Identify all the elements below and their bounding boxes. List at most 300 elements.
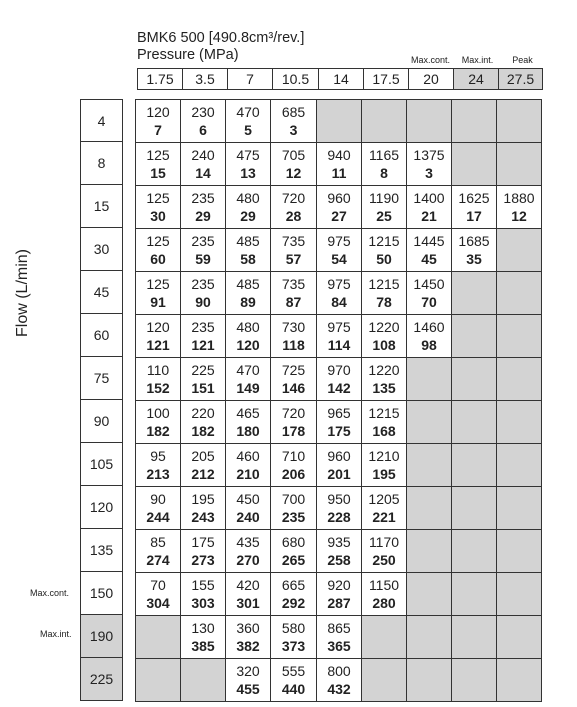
torque-value: 125: [146, 233, 170, 249]
speed-value: 7: [154, 122, 162, 138]
table-cell: [226, 186, 271, 229]
torque-value: 1445: [413, 233, 445, 249]
flow-cell: 190: [80, 615, 123, 658]
table-cell: [271, 444, 317, 487]
torque-value: 680: [281, 534, 306, 550]
torque-value: 235: [191, 319, 215, 335]
table-cell: [136, 315, 181, 358]
speed-value: 50: [376, 251, 392, 267]
speed-value: 212: [191, 466, 215, 482]
speed-value: 108: [372, 337, 396, 353]
speed-value: 59: [195, 251, 211, 267]
torque-value: 225: [191, 362, 215, 378]
table-cell: [407, 530, 452, 573]
table-cell: [452, 487, 497, 530]
speed-value: 201: [327, 466, 351, 482]
speed-value: 213: [146, 466, 170, 482]
table-cell: [362, 444, 407, 487]
table-cell: [407, 616, 452, 659]
table-cell: [181, 272, 226, 315]
table-cell: [226, 444, 271, 487]
torque-value: 960: [327, 448, 351, 464]
table-cell: [362, 186, 407, 229]
table-cell: [317, 272, 362, 315]
table-cell: [317, 100, 362, 143]
table-cell: [226, 315, 271, 358]
torque-value: 465: [236, 405, 260, 421]
table-cell: [271, 143, 317, 186]
table-cell: [226, 100, 271, 143]
torque-value: 1215: [368, 405, 400, 421]
table-cell: [271, 272, 317, 315]
torque-value: 460: [236, 448, 260, 464]
torque-value: 1685: [458, 233, 490, 249]
table-cell: [136, 358, 181, 401]
table-cell: [497, 143, 542, 186]
speed-value: 6: [199, 122, 207, 138]
table-cell: [181, 444, 226, 487]
torque-value: 100: [146, 405, 170, 421]
table-cell: [362, 659, 407, 702]
table-cell: [362, 487, 407, 530]
torque-value: 480: [236, 190, 260, 206]
table-cell: [407, 573, 452, 616]
table-cell: [317, 143, 362, 186]
max-cont-flow-tag: Max.cont.: [30, 588, 70, 598]
table-row: [136, 358, 542, 401]
speed-value: 5: [244, 122, 252, 138]
torque-value: 735: [281, 276, 306, 292]
table-cell: [317, 444, 362, 487]
torque-value: 470: [236, 362, 260, 378]
speed-value: 440: [281, 681, 306, 697]
torque-value: 1165: [368, 147, 400, 163]
torque-value: 1375: [413, 147, 445, 163]
torque-value: 865: [327, 620, 351, 636]
table-cell: [497, 229, 542, 272]
torque-value: 1400: [413, 190, 445, 206]
speed-value: 382: [236, 638, 260, 654]
speed-value: 3: [425, 165, 433, 181]
torque-value: 720: [281, 405, 306, 421]
speed-value: 221: [372, 509, 396, 525]
speed-value: 385: [191, 638, 215, 654]
table-cell: [317, 487, 362, 530]
torque-value: 120: [146, 104, 170, 120]
speed-value: 175: [327, 423, 351, 439]
torque-value: 1460: [413, 319, 445, 335]
torque-value: 125: [146, 147, 170, 163]
torque-value: 230: [191, 104, 215, 120]
speed-value: 58: [240, 251, 256, 267]
table-cell: [452, 401, 497, 444]
table-cell: [452, 530, 497, 573]
table-cell: [407, 186, 452, 229]
torque-value: 360: [236, 620, 260, 636]
speed-value: 87: [285, 294, 302, 310]
table-cell: [362, 573, 407, 616]
table-cell: [181, 358, 226, 401]
table-cell: [497, 616, 542, 659]
speed-value: 3: [289, 122, 298, 138]
torque-value: 970: [327, 362, 351, 378]
pressure-header-cell: 20: [408, 69, 453, 89]
table-cell: [362, 616, 407, 659]
torque-value: 1220: [368, 319, 400, 335]
table-cell: [497, 573, 542, 616]
speed-value: 301: [236, 595, 260, 611]
table-cell: [226, 487, 271, 530]
table-cell: [362, 143, 407, 186]
table-cell: [271, 573, 317, 616]
table-cell: [452, 659, 497, 702]
speed-value: 152: [146, 380, 170, 396]
flow-cell: 15: [80, 185, 123, 228]
table-row: [136, 272, 542, 315]
torque-value: 155: [191, 577, 215, 593]
table-cell: [407, 229, 452, 272]
speed-value: 78: [376, 294, 392, 310]
speed-value: 29: [195, 208, 211, 224]
flow-cell: 150: [80, 572, 123, 615]
table-cell: [181, 100, 226, 143]
table-cell: [452, 444, 497, 487]
table-cell: [181, 186, 226, 229]
torque-value: 960: [327, 190, 351, 206]
speed-value: 12: [511, 208, 527, 224]
table-cell: [452, 186, 497, 229]
torque-value: 70: [150, 577, 166, 593]
table-row: [136, 444, 542, 487]
table-cell: [271, 358, 317, 401]
table-cell: [226, 530, 271, 573]
speed-value: 70: [421, 294, 437, 310]
speed-value: 21: [421, 208, 437, 224]
speed-value: 182: [146, 423, 170, 439]
peak-pressure-tag: Peak: [512, 55, 533, 65]
table-row: [136, 487, 542, 530]
speed-value: 121: [191, 337, 215, 353]
table-cell: [317, 401, 362, 444]
table-cell: [271, 100, 317, 143]
table-cell: [452, 358, 497, 401]
speed-value: 182: [191, 423, 215, 439]
speed-value: 292: [281, 595, 306, 611]
flow-cell: 30: [80, 228, 123, 271]
table-cell: [407, 487, 452, 530]
torque-value: 175: [191, 534, 215, 550]
torque-value: 720: [281, 190, 306, 206]
flow-cell: 105: [80, 443, 123, 486]
speed-value: 84: [331, 294, 347, 310]
table-cell: [226, 272, 271, 315]
table-cell: [407, 358, 452, 401]
speed-value: 244: [146, 509, 170, 525]
torque-value: 555: [281, 663, 306, 679]
torque-value: 420: [236, 577, 260, 593]
speed-value: 28: [285, 208, 302, 224]
table-cell: [271, 616, 317, 659]
speed-value: 178: [281, 423, 306, 439]
table-cell: [362, 530, 407, 573]
table-cell: [317, 186, 362, 229]
flow-cell: 90: [80, 400, 123, 443]
table-cell: [317, 659, 362, 702]
torque-value: 205: [191, 448, 215, 464]
flow-cell: 75: [80, 357, 123, 400]
torque-value: 1150: [368, 577, 400, 593]
torque-value: 130: [191, 620, 215, 636]
speed-value: 265: [281, 552, 306, 568]
speed-value: 455: [236, 681, 260, 697]
torque-value: 1190: [368, 190, 400, 206]
flow-cell: 120: [80, 486, 123, 529]
table-cell: [271, 659, 317, 702]
torque-value: 800: [327, 663, 351, 679]
torque-value: 940: [327, 147, 351, 163]
pressure-header-cell: 24: [453, 69, 498, 89]
speed-value: 15: [150, 165, 166, 181]
table-row: [136, 186, 542, 229]
table-cell: [407, 659, 452, 702]
speed-value: 240: [236, 509, 260, 525]
speed-value: 250: [372, 552, 396, 568]
table-cell: [452, 573, 497, 616]
speed-value: 149: [236, 380, 260, 396]
torque-value: 950: [327, 491, 351, 507]
table-cell: [181, 143, 226, 186]
table-cell: [452, 272, 497, 315]
table-cell: [136, 272, 181, 315]
speed-value: 29: [240, 208, 256, 224]
table-cell: [497, 659, 542, 702]
table-cell: [497, 444, 542, 487]
pressure-header-cell: 3.5: [182, 69, 227, 89]
table-cell: [226, 143, 271, 186]
torque-value: 735: [281, 233, 306, 249]
table-row: [136, 315, 542, 358]
torque-value: 235: [191, 233, 215, 249]
pressure-header-cell: 27.5: [498, 69, 543, 89]
table-cell: [452, 143, 497, 186]
table-cell: [136, 616, 181, 659]
speed-value: 287: [327, 595, 351, 611]
table-cell: [226, 358, 271, 401]
table-cell: [181, 573, 226, 616]
torque-value: 1880: [503, 190, 535, 206]
table-cell: [317, 573, 362, 616]
torque-value: 110: [146, 362, 170, 378]
speed-value: 25: [376, 208, 392, 224]
torque-value: 95: [150, 448, 166, 464]
table-cell: [362, 401, 407, 444]
table-cell: [362, 272, 407, 315]
torque-value: 435: [236, 534, 260, 550]
performance-grid: [135, 99, 542, 702]
torque-value: 485: [236, 276, 260, 292]
table-cell: [497, 272, 542, 315]
table-cell: [136, 143, 181, 186]
flow-cell: 45: [80, 271, 123, 314]
speed-value: 45: [421, 251, 437, 267]
table-cell: [181, 229, 226, 272]
torque-value: 470: [236, 104, 260, 120]
flow-cell: 60: [80, 314, 123, 357]
table-cell: [271, 315, 317, 358]
speed-value: 258: [327, 552, 351, 568]
torque-value: 730: [281, 319, 306, 335]
speed-value: 142: [327, 380, 351, 396]
table-cell: [226, 401, 271, 444]
table-cell: [136, 573, 181, 616]
flow-cell: 8: [80, 142, 123, 185]
torque-value: 725: [281, 362, 306, 378]
table-cell: [181, 487, 226, 530]
table-cell: [362, 229, 407, 272]
pressure-header-cell: 14: [318, 69, 363, 89]
speed-value: 168: [372, 423, 396, 439]
pressure-header-cell: 17.5: [363, 69, 408, 89]
torque-value: 220: [191, 405, 215, 421]
table-cell: [136, 401, 181, 444]
table-cell: [136, 530, 181, 573]
torque-value: 700: [281, 491, 306, 507]
table-row: [136, 573, 542, 616]
torque-value: 120: [146, 319, 170, 335]
torque-value: 85: [150, 534, 166, 550]
torque-value: 195: [191, 491, 215, 507]
table-cell: [497, 530, 542, 573]
speed-value: 90: [195, 294, 211, 310]
torque-value: 240: [191, 147, 215, 163]
max-cont-pressure-tag: Max.cont.: [410, 55, 450, 65]
speed-value: 60: [150, 251, 166, 267]
torque-value: 1210: [368, 448, 400, 464]
table-cell: [271, 401, 317, 444]
speed-value: 54: [331, 251, 347, 267]
torque-value: 975: [327, 233, 351, 249]
torque-value: 480: [236, 319, 260, 335]
torque-value: 1215: [368, 276, 400, 292]
pressure-header-row: [137, 68, 543, 90]
max-int-pressure-tag: Max.int.: [461, 55, 494, 65]
torque-value: 125: [146, 190, 170, 206]
table-cell: [407, 401, 452, 444]
torque-value: 1170: [368, 534, 400, 550]
table-cell: [452, 315, 497, 358]
torque-value: 580: [281, 620, 306, 636]
torque-value: 975: [327, 276, 351, 292]
speed-value: 89: [240, 294, 256, 310]
speed-value: 373: [281, 638, 306, 654]
speed-value: 57: [285, 251, 302, 267]
table-cell: [271, 487, 317, 530]
table-cell: [362, 100, 407, 143]
pressure-header-cell: 7: [227, 69, 272, 89]
torque-value: 935: [327, 534, 351, 550]
speed-value: 304: [146, 595, 170, 611]
torque-value: 710: [281, 448, 306, 464]
speed-value: 365: [327, 638, 351, 654]
table-cell: [136, 186, 181, 229]
torque-value: 1625: [458, 190, 490, 206]
table-cell: [136, 444, 181, 487]
speed-value: 206: [281, 466, 306, 482]
table-cell: [226, 229, 271, 272]
torque-value: 1220: [368, 362, 400, 378]
table-row: [136, 143, 542, 186]
table-cell: [452, 616, 497, 659]
table-cell: [181, 659, 226, 702]
flow-axis-label: Flow (L/min): [14, 248, 31, 337]
speed-value: 30: [150, 208, 166, 224]
table-cell: [452, 100, 497, 143]
table-cell: [136, 487, 181, 530]
speed-value: 11: [331, 165, 347, 181]
speed-value: 27: [331, 208, 347, 224]
table-cell: [317, 530, 362, 573]
table-cell: [271, 229, 317, 272]
torque-value: 90: [150, 491, 166, 507]
torque-value: 320: [236, 663, 260, 679]
pressure-header-cell: 10.5: [272, 69, 318, 89]
speed-value: 270: [236, 552, 260, 568]
flow-cell: 135: [80, 529, 123, 572]
speed-value: 35: [466, 251, 482, 267]
table-cell: [497, 100, 542, 143]
table-cell: [226, 659, 271, 702]
table-cell: [317, 229, 362, 272]
speed-value: 228: [327, 509, 351, 525]
torque-value: 450: [236, 491, 260, 507]
table-cell: [362, 315, 407, 358]
speed-value: 118: [282, 337, 305, 353]
table-row: [136, 616, 542, 659]
speed-value: 243: [191, 509, 215, 525]
table-cell: [407, 315, 452, 358]
table-cell: [362, 358, 407, 401]
speed-value: 180: [236, 423, 260, 439]
table-cell: [497, 186, 542, 229]
max-int-flow-tag: Max.int.: [40, 629, 72, 639]
flow-cell: 4: [80, 99, 123, 142]
speed-value: 120: [236, 337, 260, 353]
table-cell: [407, 272, 452, 315]
torque-value: 485: [236, 233, 260, 249]
flow-column: [80, 99, 123, 701]
torque-value: 920: [327, 577, 351, 593]
table-cell: [407, 143, 452, 186]
speed-value: 195: [372, 466, 396, 482]
speed-value: 91: [150, 294, 166, 310]
speed-value: 135: [372, 380, 396, 396]
table-cell: [497, 358, 542, 401]
flow-cell: 225: [80, 658, 123, 701]
table-cell: [497, 487, 542, 530]
table-row: [136, 401, 542, 444]
torque-value: 125: [146, 276, 170, 292]
speed-value: 274: [146, 552, 170, 568]
table-cell: [407, 100, 452, 143]
table-cell: [271, 186, 317, 229]
torque-value: 475: [236, 147, 260, 163]
speed-value: 146: [281, 380, 306, 396]
pressure-axis-label: Pressure (MPa): [137, 47, 239, 63]
speed-value: 121: [146, 337, 170, 353]
table-cell: [497, 315, 542, 358]
speed-value: 13: [240, 165, 256, 181]
torque-value: 235: [191, 190, 215, 206]
